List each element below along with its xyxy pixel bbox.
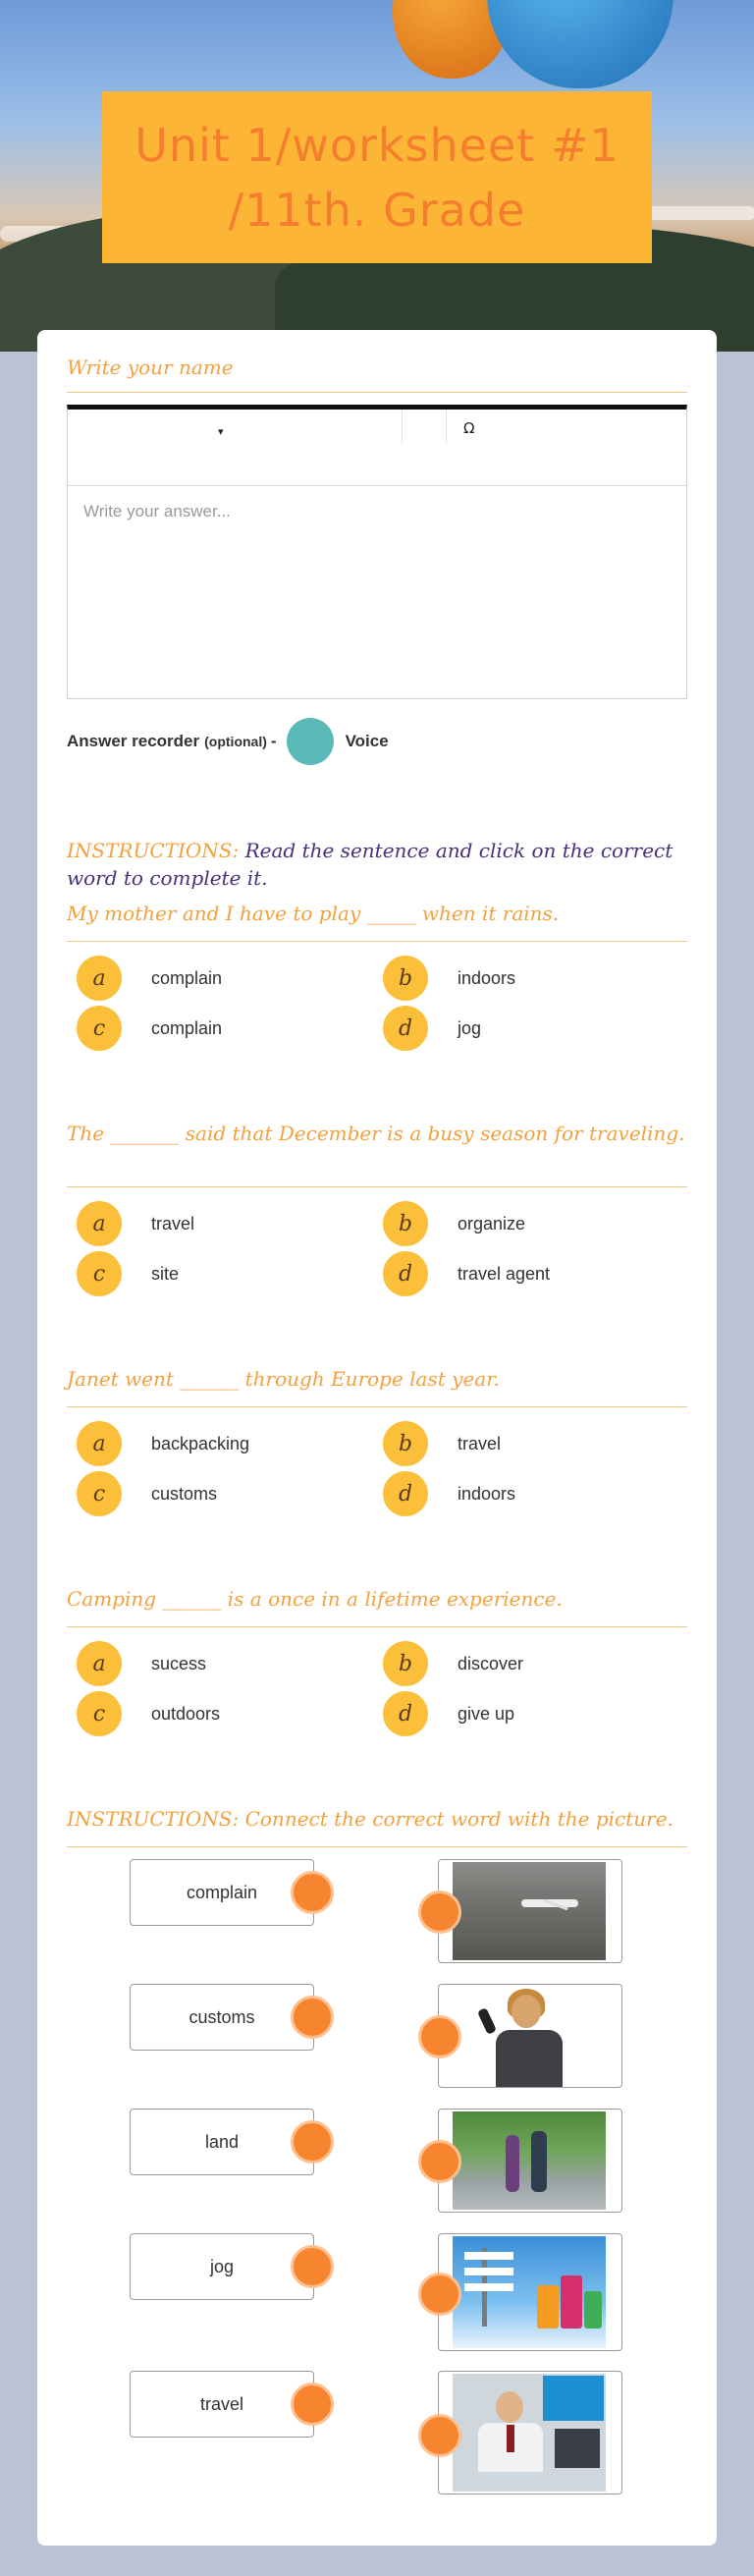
header-banner (0, 0, 754, 352)
answer-option[interactable] (383, 1006, 481, 1051)
answer-option[interactable] (383, 1201, 525, 1246)
option-letter-badge: d (383, 1251, 428, 1296)
match-picture-box[interactable] (438, 1859, 622, 1963)
balloon-image (487, 0, 673, 88)
voice-label: Voice (345, 732, 389, 750)
signpost-luggage-image (453, 2236, 606, 2348)
option-text: site (151, 1263, 180, 1284)
option-text: outdoors (151, 1703, 221, 1724)
option-letter-badge: b (383, 1421, 428, 1466)
question-prompt: Camping ______ is a once in a lifetime experience. (67, 1587, 563, 1611)
name-prompt: Write your name (67, 356, 234, 379)
option-text: complain (151, 1017, 223, 1038)
page-title: Unit 1/worksheet #1 /11th. Grade (135, 118, 619, 237)
match-word-box[interactable]: land (130, 2109, 314, 2175)
option-letter-badge: c (77, 1471, 122, 1516)
option-letter-badge: b (383, 1201, 428, 1246)
answer-option[interactable] (383, 1251, 550, 1296)
recorder-label: Answer recorder (67, 732, 200, 750)
answer-option[interactable] (77, 1251, 179, 1296)
option-text: give up (458, 1703, 515, 1724)
people-jogging-image (453, 2111, 606, 2210)
answer-option[interactable] (383, 956, 515, 1001)
option-text: indoors (458, 1483, 516, 1504)
question-prompt: The _______ said that December is a busy season for traveling. (67, 1122, 685, 1145)
match-picture-box[interactable] (438, 2233, 622, 2351)
option-text: jog (458, 1017, 482, 1038)
connector-knob[interactable] (418, 2414, 461, 2457)
font-dropdown-icon[interactable]: ▾ (218, 425, 224, 438)
option-text: customs (151, 1483, 218, 1504)
answer-option[interactable] (383, 1691, 514, 1736)
option-letter-badge: c (77, 1691, 122, 1736)
answer-option[interactable] (77, 956, 222, 1001)
option-text: travel (458, 1433, 502, 1453)
answer-textarea[interactable]: Write your answer... (83, 502, 231, 521)
answer-option[interactable] (383, 1471, 515, 1516)
connector-knob[interactable] (291, 1871, 334, 1914)
connector-knob[interactable] (418, 2273, 461, 2316)
option-letter-badge: c (77, 1251, 122, 1296)
match-word-box[interactable]: travel (130, 2371, 314, 2438)
instructions-read (67, 837, 695, 892)
option-letter-badge: d (383, 1691, 428, 1736)
option-text: organize (458, 1213, 526, 1233)
option-text: complain (151, 967, 223, 988)
answer-option[interactable] (77, 1006, 222, 1051)
instructions-text: Read the sentence and click on the correct word to complete it. (67, 839, 673, 890)
connector-knob[interactable] (418, 2015, 461, 2058)
answer-editor[interactable] (67, 405, 687, 699)
option-letter-badge: a (77, 1421, 122, 1466)
answer-option[interactable] (77, 1421, 249, 1466)
option-letter-badge: a (77, 1201, 122, 1246)
recorder-optional: (optional) (204, 734, 267, 749)
option-text: travel agent (458, 1263, 551, 1284)
question-prompt: My mother and I have to play _____ when it rains. (67, 902, 560, 925)
connector-knob[interactable] (291, 2245, 334, 2288)
match-picture-box[interactable] (438, 2371, 622, 2494)
match-word-box[interactable]: jog (130, 2233, 314, 2300)
airplane-landing-image (453, 1862, 606, 1960)
option-text: indoors (458, 967, 516, 988)
option-text: sucess (151, 1653, 207, 1673)
option-letter-badge: c (77, 1006, 122, 1051)
connector-knob[interactable] (291, 2383, 334, 2426)
option-letter-badge: d (383, 1006, 428, 1051)
record-button[interactable] (287, 718, 334, 765)
option-letter-badge: b (383, 1641, 428, 1686)
connector-knob[interactable] (291, 2120, 334, 2164)
connector-knob[interactable] (418, 2140, 461, 2183)
customs-officer-image (453, 2374, 606, 2492)
answer-option[interactable] (383, 1421, 501, 1466)
option-letter-badge: d (383, 1471, 428, 1516)
option-text: backpacking (151, 1433, 250, 1453)
answer-option[interactable] (77, 1471, 217, 1516)
answer-option[interactable] (77, 1691, 220, 1736)
match-word-box[interactable]: customs (130, 1984, 314, 2051)
instructions-connect: INSTRUCTIONS: Connect the correct word with the picture. (67, 1807, 673, 1831)
title-box (102, 91, 652, 263)
answer-option[interactable] (77, 1201, 194, 1246)
instructions-lead: INSTRUCTIONS: (67, 839, 240, 862)
option-text: travel (151, 1213, 195, 1233)
option-text: discover (458, 1653, 524, 1673)
match-picture-box[interactable] (438, 2109, 622, 2213)
question-prompt: Janet went ______ through Europe last year. (67, 1367, 500, 1391)
option-letter-badge: b (383, 956, 428, 1001)
option-letter-badge: a (77, 1641, 122, 1686)
connector-knob[interactable] (291, 1996, 334, 2039)
worksheet-card (37, 330, 717, 2546)
editor-toolbar (68, 410, 686, 486)
connector-knob[interactable] (418, 1891, 461, 1934)
match-word-box[interactable]: complain (130, 1859, 314, 1926)
recorder-dash: - (270, 732, 277, 750)
divider (67, 392, 687, 393)
match-picture-box[interactable] (438, 1984, 622, 2088)
special-character-icon[interactable]: Ω (463, 419, 475, 437)
answer-recorder (67, 718, 389, 765)
answer-option[interactable] (383, 1641, 523, 1686)
woman-on-phone-image (453, 1987, 606, 2085)
answer-option[interactable] (77, 1641, 206, 1686)
option-letter-badge: a (77, 956, 122, 1001)
